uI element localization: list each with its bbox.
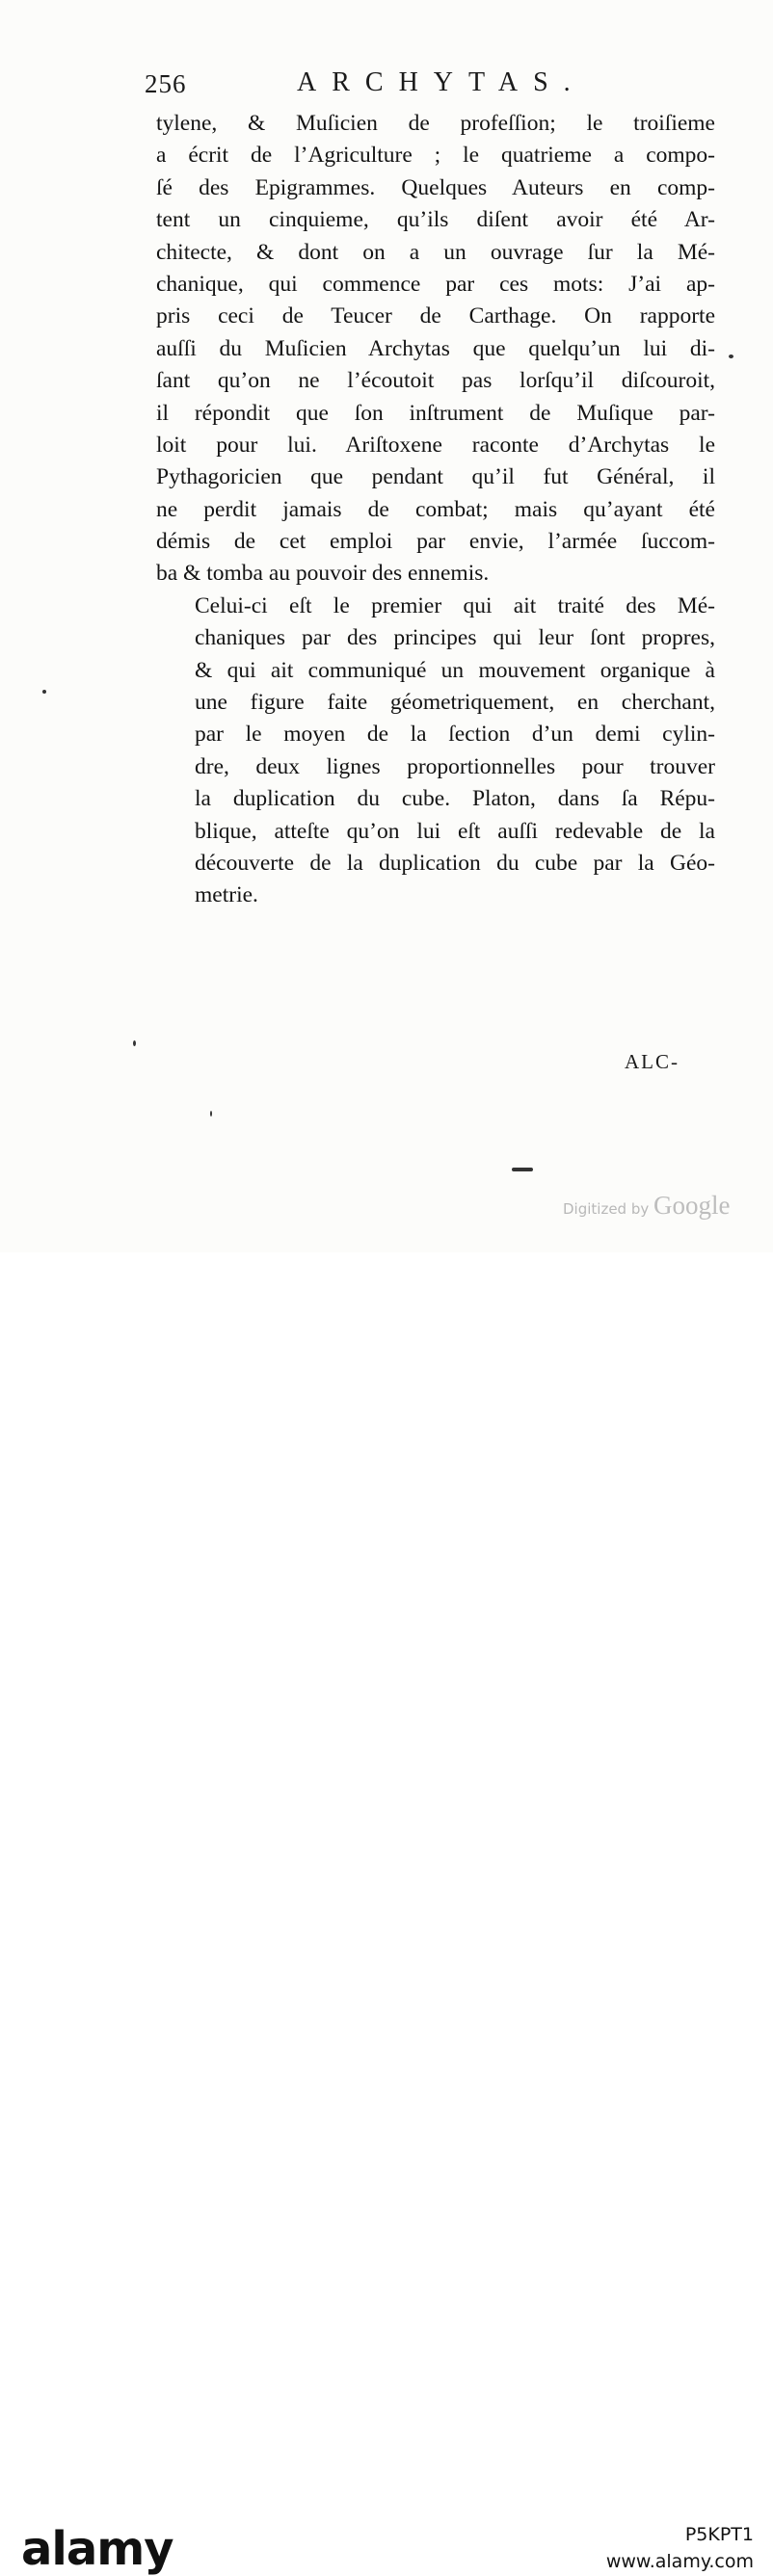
text-line: la duplication du cube. Platon, dans ſa Répu-: [195, 786, 715, 812]
text-line: & qui ait communiqué un mouvement organique à: [195, 657, 715, 683]
page-number: 256: [145, 69, 187, 98]
digitized-prefix: Digitized by: [563, 1200, 650, 1218]
text-line: démis de cet emploi par envie, l’armée ſuccom-: [156, 529, 715, 555]
text-line: dre, deux lignes proportionnelles pour trouver: [195, 753, 715, 779]
running-title: ARCHYTAS.: [297, 67, 586, 97]
text-line: tylene, & Muſicien de profeſſion; le troiſieme: [156, 111, 715, 136]
text-line: ſé des Epigrammes. Quelques Auteurs en comp-: [156, 174, 715, 200]
scan-speck: [512, 1168, 533, 1171]
scan-speck: [210, 1111, 212, 1117]
scan-speck: [729, 355, 733, 358]
text-line: chanique, qui commence par ces mots: J’ai ap-: [156, 271, 715, 297]
text-line: chaniques par des principes qui leur ſont propres,: [195, 625, 715, 651]
page-header: [145, 64, 723, 102]
text-line: découverte de la duplication du cube par la Géo-: [195, 850, 715, 876]
text-line: ne perdit jamais de combat; mais qu’ayant été: [156, 496, 715, 522]
text-line: ba & tomba au pouvoir des ennemis.: [156, 561, 490, 587]
text-line: loit pour lui. Ariſtoxene raconte d’Archytas le: [156, 432, 715, 458]
digitized-watermark: [563, 1191, 731, 1221]
text-line: auſſi du Muſicien Archytas que quelqu’un lui di-: [156, 335, 715, 361]
text-line: il répondit que ſon inſtrument de Muſique par-: [156, 400, 715, 426]
scan-speck: [42, 690, 46, 694]
paragraph-1: [156, 108, 715, 591]
stock-image-id: P5KPT1: [684, 2524, 754, 2545]
text-line: ſant qu’on ne l’écoutoit pas lorſqu’il diſcouroit,: [156, 368, 715, 394]
text-line: a écrit de l’Agriculture ; le quatrieme a compo-: [156, 143, 715, 169]
text-line: Celui-ci eſt le premier qui ait traité des Mé-: [195, 592, 715, 618]
google-wordmark: Google: [653, 1191, 731, 1220]
text-line: pris ceci de Teucer de Carthage. On rapporte: [156, 303, 715, 329]
scan-speck: [133, 1040, 136, 1046]
stock-url: www.alamy.com: [605, 2551, 754, 2572]
text-line: metrie.: [195, 882, 258, 908]
scanned-page: [0, 0, 773, 1252]
text-line: par le moyen de la ſection d’un demi cylin-: [195, 722, 715, 748]
stock-logo: alamy: [21, 2522, 173, 2576]
text-line: tent un cinquieme, qu’ils diſent avoir été Ar-: [156, 207, 715, 233]
text-line: blique, atteſte qu’on lui eſt auſſi redevable de la: [195, 818, 715, 844]
stock-footer: [0, 1252, 773, 2576]
catchword: ALC-: [625, 1050, 680, 1073]
text-line: Pythagoricien que pendant qu’il fut Général, il: [156, 464, 715, 490]
paragraph-2: [156, 591, 715, 912]
text-line: chitecte, & dont on a un ouvrage ſur la Mé-: [156, 239, 715, 265]
text-line: une figure faite géometriquement, en cherchant,: [195, 690, 715, 716]
body-text: [156, 108, 715, 912]
